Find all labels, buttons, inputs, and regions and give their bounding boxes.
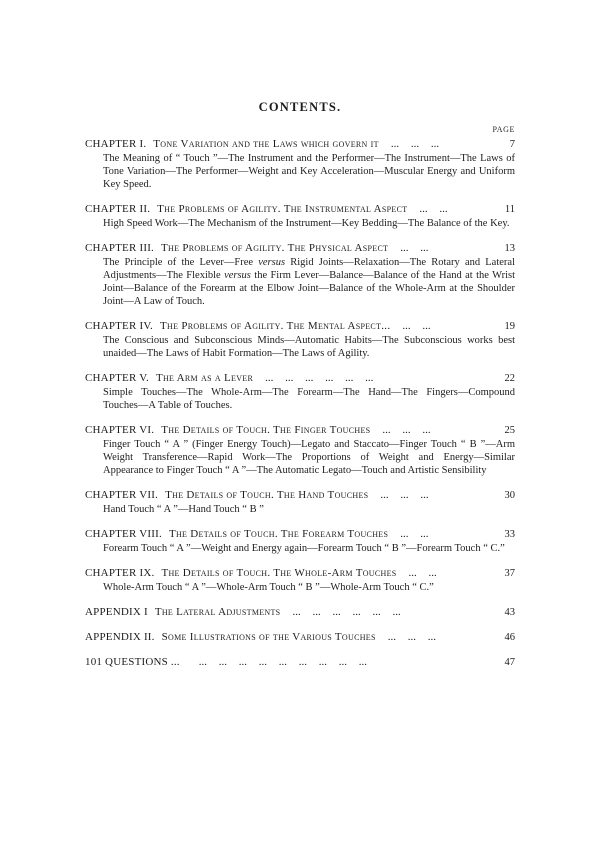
toc-entry <box>85 528 515 555</box>
toc-entry <box>85 631 515 644</box>
toc-entry <box>85 606 515 619</box>
page-number: 13 <box>504 243 515 254</box>
chapter-label: CHAPTER V. <box>85 372 149 384</box>
chapter-title: The Arm as a Lever <box>155 372 254 384</box>
toc-entry-heading <box>85 203 515 216</box>
chapter-title: Some Illustrations of the Various Touches <box>161 631 376 643</box>
chapter-description: Hand Touch “ A ”—Hand Touch “ B ” <box>103 504 264 515</box>
dot-leader: ... ... ... <box>387 631 436 643</box>
chapter-title: Tone Variation and the Laws which govern it <box>153 138 379 150</box>
chapter-label: CHAPTER I. <box>85 138 147 150</box>
toc-entry-heading <box>85 528 515 541</box>
chapter-title: The Details of Touch. The Forearm Touches <box>168 528 389 540</box>
chapter-description: High Speed Work—The Mechanism of the Instrument—Key Bedding—The Balance of the Key. <box>103 218 510 229</box>
toc-entry-heading <box>85 489 515 502</box>
chapter-description: The Principle of the Lever—Free versus Rigid Joints—Relaxation—The Rotary and Lateral Adjustments—The Flexible versus the Firm Lever—Balance—Balance of the Hand at the Wrist Joint—Balance of the Forearm at the Elbow Joint—Balance of the Whole-Arm at the Shoulder Joint—A Law of Touch. <box>103 257 515 307</box>
chapter-label: CHAPTER IX. <box>85 567 155 579</box>
dot-leader: ... ... ... ... ... ... <box>292 606 401 618</box>
toc-entry <box>85 489 515 516</box>
chapter-label: CHAPTER II. <box>85 203 151 215</box>
chapter-description: The Meaning of “ Touch ”—The Instrument and the Performer—The Instrument—The Laws of Tone Variation—The Performer—Weight and Key Acceleration—Muscular Energy and Uniform Key Speed. <box>103 153 515 190</box>
chapter-label: CHAPTER VIII. <box>85 528 162 540</box>
chapter-label: CHAPTER III. <box>85 242 155 254</box>
page-number: 47 <box>504 657 515 668</box>
page-number: 22 <box>504 373 515 384</box>
toc-entry <box>85 424 515 477</box>
page-number: 33 <box>504 529 515 540</box>
toc-entry <box>85 320 515 360</box>
chapter-label: CHAPTER VI. <box>85 424 155 436</box>
toc-entry-heading <box>85 606 515 619</box>
chapter-description: Whole-Arm Touch “ A ”—Whole-Arm Touch “ B ”—Whole-Arm Touch “ C.” <box>103 582 434 593</box>
contents-title: CONTENTS. <box>258 100 342 114</box>
chapter-title: The Problems of Agility. The Physical Aspect <box>161 242 389 254</box>
chapter-title: The Details of Touch. The Whole-Arm Touches <box>161 567 397 579</box>
dot-leader: ... ... ... <box>382 424 431 436</box>
dot-leader: ... ... ... ... ... ... <box>265 372 374 384</box>
toc-entry <box>85 567 515 594</box>
chapter-title: The Problems of Agility. The Instrumental Aspect <box>157 203 408 215</box>
page-number: 46 <box>504 632 515 643</box>
toc-entry-heading <box>85 424 515 437</box>
dot-leader: ... ... <box>400 528 429 540</box>
toc-entry-heading <box>85 242 515 255</box>
chapter-description: The Conscious and Subconscious Minds—Automatic Habits—The Subconscious works best unaided—The Laws of Habit Formation—The Laws of Agility. <box>103 335 515 359</box>
dot-leader: ... ... <box>402 320 431 332</box>
page-number: 7 <box>509 139 515 150</box>
page-number: 19 <box>504 321 515 332</box>
dot-leader: ... ... <box>419 203 448 215</box>
chapter-description: Finger Touch “ A ” (Finger Energy Touch)—Legato and Staccato—Finger Touch “ B ”—Arm Weight Transference—Rapid Work—The Proportions of Weight and Energy—Similar Appearance to Finger Touch “ A ”—The Automatic Legato—Touch and Artistic Sensibility <box>103 439 515 476</box>
chapter-title: The Lateral Adjustments <box>154 606 281 618</box>
toc-entry <box>85 138 515 191</box>
chapter-label: APPENDIX II. <box>85 631 155 643</box>
dot-leader: ... ... <box>408 567 437 579</box>
chapter-title: The Details of Touch. The Finger Touches <box>161 424 371 436</box>
dot-leader: ... ... ... <box>380 489 429 501</box>
chapter-label: CHAPTER IV. <box>85 320 154 332</box>
chapter-label: APPENDIX I <box>85 606 148 618</box>
page-number: 11 <box>504 204 515 215</box>
toc-entry-heading <box>85 320 515 333</box>
chapter-description: Simple Touches—The Whole-Arm—The Forearm—The Hand—The Fingers—Compound Touches—A Table of Touches. <box>103 387 515 411</box>
toc-entry <box>85 203 515 230</box>
page-number: 30 <box>504 490 515 501</box>
page-column-label: PAGE <box>492 125 515 134</box>
chapter-description: Forearm Touch “ A ”—Weight and Energy again—Forearm Touch “ B ”—Forearm Touch “ C.” <box>103 543 505 554</box>
page-number: 37 <box>504 568 515 579</box>
toc-entry-heading <box>85 372 515 385</box>
toc-entry <box>85 656 515 669</box>
toc-entry-heading <box>85 656 515 669</box>
page-number: 43 <box>504 607 515 618</box>
toc-entry-heading <box>85 138 515 151</box>
toc-list <box>85 138 515 669</box>
dot-leader: ... ... ... <box>390 138 440 150</box>
toc-entry-heading <box>85 631 515 644</box>
toc-entry <box>85 372 515 412</box>
toc-entry <box>85 242 515 308</box>
chapter-title: The Details of Touch. The Hand Touches <box>165 489 369 501</box>
chapter-label: 101 QUESTIONS ... <box>85 656 180 668</box>
toc-entry-heading <box>85 567 515 580</box>
chapter-label: CHAPTER VII. <box>85 489 159 501</box>
dot-leader: ... ... <box>400 242 429 254</box>
chapter-title: The Problems of Agility. The Mental Aspect... <box>160 320 391 332</box>
dot-leader: ... ... ... ... ... ... ... ... ... <box>198 656 368 668</box>
page-number: 25 <box>504 425 515 436</box>
